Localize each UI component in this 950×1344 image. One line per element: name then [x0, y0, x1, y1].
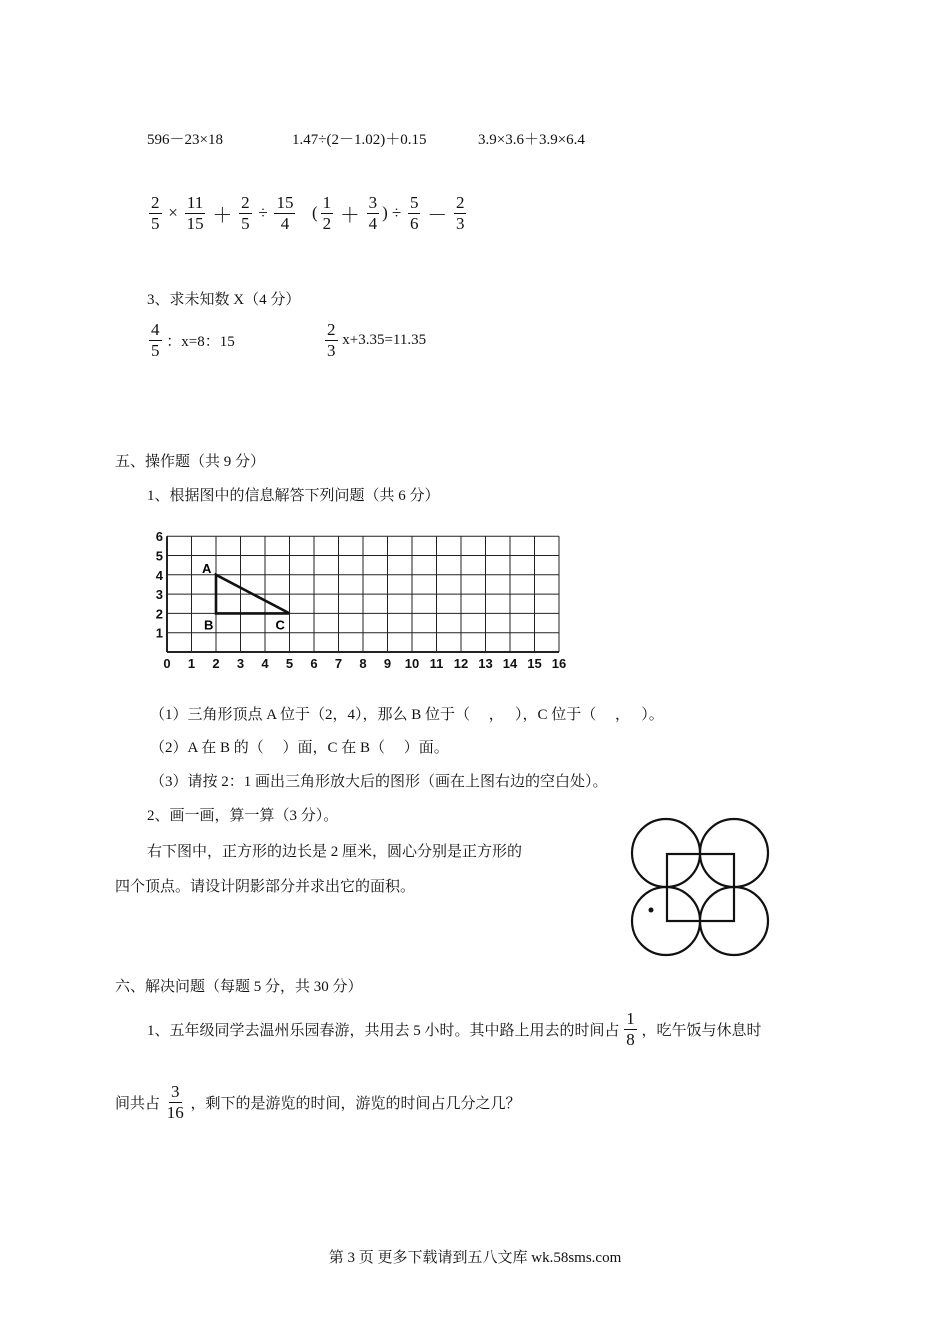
calc-2: 1.47÷(2－1.02)＋0.15 — [292, 132, 427, 148]
section5-q2-title: 2、画一画，算一算（3 分）。 — [147, 808, 339, 824]
x-axis-label: 15 — [527, 656, 542, 671]
vertex-label: B — [204, 617, 214, 633]
x-axis-label: 16 — [551, 656, 567, 671]
section5-q2-text2: 四个顶点。请设计阴影部分并求出它的面积。 — [115, 879, 416, 895]
x-axis-label: 10 — [404, 656, 420, 671]
x-axis-label: 7 — [334, 656, 343, 671]
x-axis-label: 9 — [383, 656, 392, 671]
x-axis-label: 14 — [502, 656, 518, 671]
x-axis-label: 6 — [310, 656, 318, 671]
fraction-expr-2: ( $\frac{1}{2}$ ＋ $\frac{3}{4}$ ) ÷ $\frac{5}{6}$ － $\frac{2}{3}$ — [312, 193, 465, 233]
y-axis-label: 3 — [155, 587, 163, 603]
page-footer: 第 3 页 更多下载请到五八文库 wk.58sms.com — [328, 1250, 622, 1266]
x-axis-label: 13 — [478, 656, 493, 671]
section5-sub1: （1）三角形顶点 A 位于（2，4），那么 B 位于（ ， ），C 位于（ ， ）。 — [150, 707, 664, 723]
y-axis-label: 6 — [155, 529, 163, 545]
vertex-label: A — [202, 560, 212, 576]
x-axis-label: 3 — [236, 656, 245, 671]
q3-equation-1: $\frac{4}{5}$ ：x=8：15 — [151, 320, 235, 360]
x-axis-label: 2 — [212, 656, 220, 671]
section6-q1-line2: 间共占 $\frac{3}{16}$ ，剩下的是游览的时间，游览的时间占几分之几？ — [115, 1082, 521, 1122]
x-axis-label: 12 — [453, 656, 469, 671]
ink-dot — [649, 908, 654, 913]
circles-square-figure — [620, 815, 780, 963]
y-axis-label: 2 — [155, 606, 163, 622]
calc-1: 596－23×18 — [147, 132, 223, 148]
x-axis-label: 8 — [359, 656, 367, 671]
vertex-label: C — [275, 617, 285, 633]
y-axis-label: 4 — [155, 567, 163, 583]
coordinate-grid — [150, 522, 580, 672]
q3-title: 3、求未知数 X（4 分） — [147, 292, 301, 308]
section5-sub2: （2）A 在 B 的（ ）面，C 在 B（ ）面。 — [150, 740, 449, 756]
section5-q2-text1: 右下图中，正方形的边长是 2 厘米，圆心分别是正方形的 — [147, 844, 523, 860]
calc-3: 3.9×3.6＋3.9×6.4 — [478, 132, 585, 148]
section5-q1-title: 1、根据图中的信息解答下列问题（共 6 分） — [147, 488, 440, 504]
section5-sub3: （3）请按 2：1 画出三角形放大后的图形（画在上图右边的空白处）。 — [150, 774, 608, 790]
x-axis-label: 11 — [429, 656, 444, 671]
section6-title: 六、解决问题（每题 5 分，共 30 分） — [115, 979, 363, 995]
x-axis-label: 1 — [187, 656, 196, 671]
q3-equation-2: $\frac{2}{3}$ x+3.35=11.35 — [327, 320, 427, 360]
section6-q1-line1: 1、五年级同学去温州乐园春游，共用去 5 小时。其中路上用去的时间占 $\frac{1}{8}$ ，吃午饭与休息时 — [147, 1009, 762, 1049]
x-axis-label: 4 — [261, 656, 269, 671]
fraction-expr-1: $\frac{2}{5}$ × $\frac{11}{15}$ ＋ $\frac{2}{5}$ ÷ $\frac{15}{4}$ — [151, 193, 294, 233]
x-axis-label: 5 — [285, 656, 294, 671]
x-axis-label: 0 — [163, 656, 171, 671]
y-axis-label: 1 — [155, 625, 163, 641]
section5-title: 五、操作题（共 9 分） — [115, 454, 266, 470]
y-axis-label: 5 — [155, 548, 163, 564]
